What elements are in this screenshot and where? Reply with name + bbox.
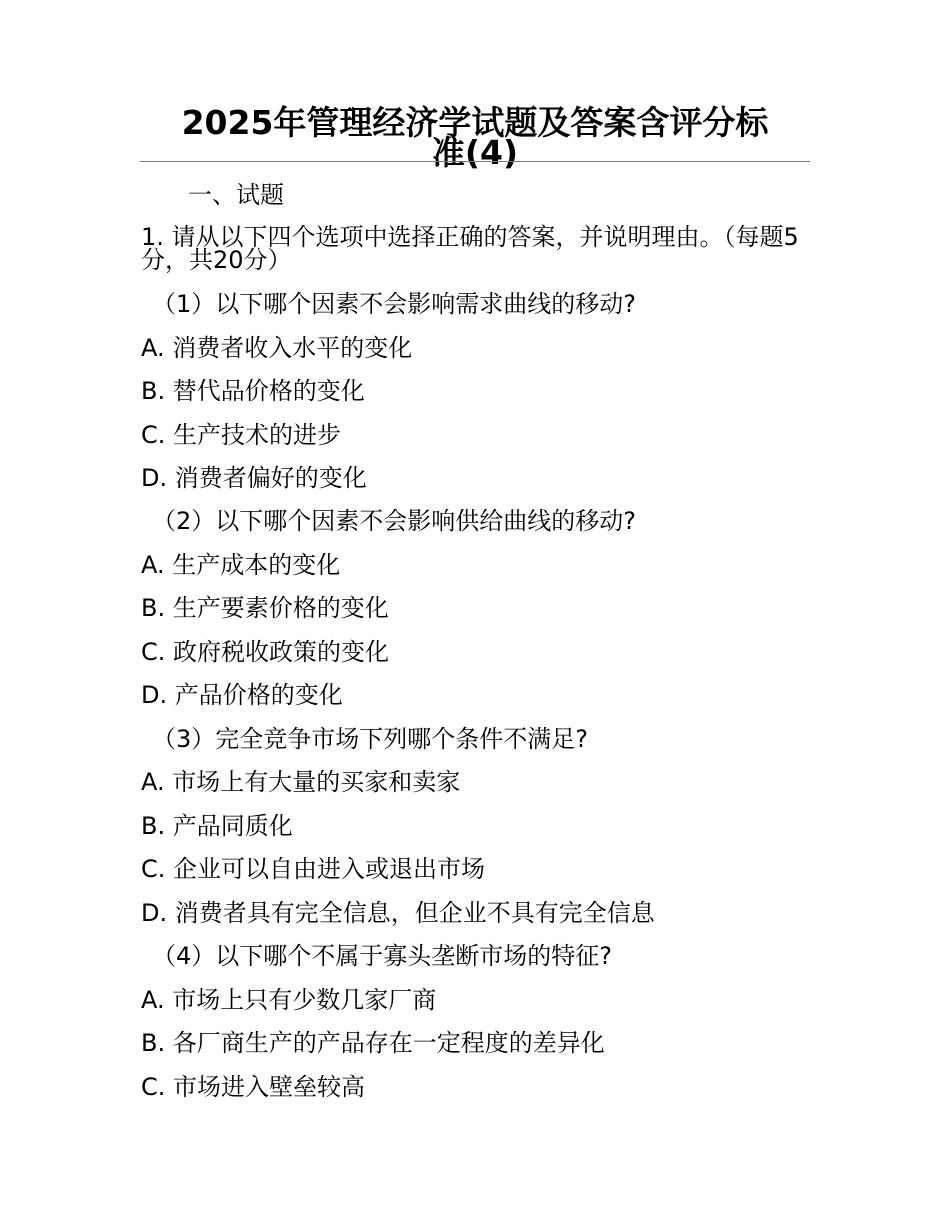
instruction-text: 1. 请从以下四个选项中选择正确的答案，并说明理由。（每题5分，共20分）: [141, 223, 799, 274]
question-1-option-d: D. 消费者偏好的变化: [141, 464, 367, 492]
title-underline: [140, 161, 810, 162]
question-1-prompt: （1）以下哪个因素不会影响需求曲线的移动?: [152, 290, 637, 318]
question-2-option-c: C. 政府税收政策的变化: [141, 638, 390, 666]
question-3-prompt: （3）完全竞争市场下列哪个条件不满足?: [152, 725, 589, 753]
document-title: [140, 103, 810, 172]
question-4-option-b: B. 各厂商生产的产品存在一定程度的差异化: [141, 1029, 605, 1057]
question-1-option-a: A. 消费者收入水平的变化: [141, 334, 413, 362]
question-4-option-c: C. 市场进入壁垒较高: [141, 1073, 366, 1101]
question-2-option-b: B. 生产要素价格的变化: [141, 594, 389, 622]
question-3-option-c: C. 企业可以自由进入或退出市场: [141, 855, 486, 883]
question-1-option-c: C. 生产技术的进步: [141, 421, 342, 449]
question-2-prompt: （2）以下哪个因素不会影响供给曲线的移动?: [152, 507, 637, 535]
question-3-option-a: A. 市场上有大量的买家和卖家: [141, 768, 461, 796]
question-4-prompt: （4）以下哪个不属于寡头垄断市场的特征?: [152, 942, 613, 970]
title-line-2: 准(4): [431, 133, 519, 172]
question-1-option-b: B. 替代品价格的变化: [141, 377, 365, 405]
title-line-1: 2025年管理经济学试题及答案含评分标: [181, 103, 769, 142]
question-3-option-b: B. 产品同质化: [141, 812, 293, 840]
question-3-option-d: D. 消费者具有完全信息，但企业不具有完全信息: [141, 899, 655, 927]
question-2-option-d: D. 产品价格的变化: [141, 681, 343, 709]
section-heading: 一、试题: [188, 181, 284, 209]
title-block: [140, 103, 810, 172]
question-4-option-a: A. 市场上只有少数几家厂商: [141, 986, 437, 1014]
question-2-option-a: A. 生产成本的变化: [141, 551, 341, 579]
